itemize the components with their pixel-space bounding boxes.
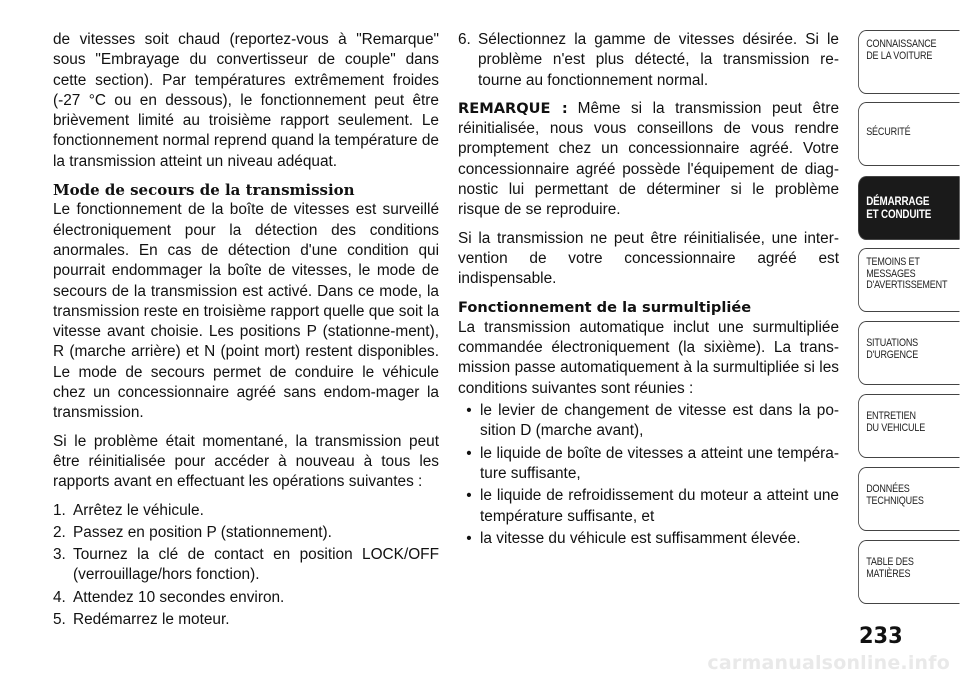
intro-paragraph: de vitesses soit chaud (reportez-vous à "Remarque" sous "Embrayage du convertisseur de couple" dans cette section). Par températures extrêmement froides (-27 °C ou en dessous), le fonctionnement peut être brièvement limité au troisième rapport seulement. Le fonctionnement normal reprend quand la température de la transmission atteint un niveau adéquat.: [53, 31, 439, 170]
bullet-text: le liquide de refroidissement du moteur a atteint une température suffisante, et: [480, 487, 839, 525]
list-item: [53, 523, 439, 543]
tab-demarrage-conduite[interactable]: [858, 176, 960, 240]
bullet-text: le levier de changement de vitesse est dans la po-sition D (marche avant),: [480, 402, 839, 440]
step-text: Arrêtez le véhicule.: [73, 501, 204, 519]
tab-donnees-techniques[interactable]: [858, 467, 960, 531]
remarque-paragraph: [458, 99, 839, 221]
bullet-text: le liquide de boîte de vitesses a atteint une tempéra-ture suffisante,: [480, 444, 839, 482]
tab-label: DÉMARRAGE ET CONDUITE: [866, 194, 932, 221]
list-item: [53, 588, 439, 608]
bullet-icon: •: [466, 529, 472, 547]
tab-label: ENTRETIEN DU VEHICULE: [866, 410, 926, 434]
list-item: [458, 486, 839, 527]
tab-table-matieres[interactable]: [858, 540, 960, 604]
step-number: 4.: [53, 588, 66, 606]
tab-securite[interactable]: [858, 102, 960, 166]
list-item: [458, 529, 839, 549]
step-number: 3.: [53, 546, 66, 564]
remarque-text: Même si la transmission peut être réinitialisée, nous vous conseillons de vous rendre promptement chez un concessionnaire agréé. Votre concessionnaire agréé possède l'équipement de diag-nostic lui permettant de déterminer si le problème risque de se reproduire.: [458, 99, 839, 219]
tab-label: TABLE DES MATIÈRES: [866, 556, 914, 580]
right-column: [458, 30, 839, 551]
tab-label: SÉCURITÉ: [866, 126, 911, 138]
reset-intro-paragraph: Si le problème était momentané, la transmission peut être réinitialisée pour accéder à nouveau à tous les rapports avant en effectuant les opérations suivantes :: [53, 432, 439, 491]
reset-steps-continued: [458, 30, 839, 91]
step-number: 6.: [458, 31, 471, 48]
tab-label: SITUATIONS D'URGENCE: [866, 337, 919, 361]
page-number: 233: [859, 624, 903, 649]
tab-label: CONNAISSANCE DE LA VOITURE: [866, 38, 937, 62]
overdrive-paragraph: La transmission automatique inclut une surmultipliée commandée électroniquement (la sixième). La trans-mission passe automatiquement à la surmultipliée si les conditions suivantes sont réunies :: [458, 318, 839, 397]
step-text: Passez en position P (stationnement).: [73, 523, 332, 541]
list-item: [458, 444, 839, 485]
tab-label: DONNÉES TECHNIQUES: [866, 483, 924, 507]
left-column: [53, 30, 439, 632]
bullet-icon: •: [466, 402, 472, 420]
step-number: 1.: [53, 501, 66, 519]
tab-temoins-messages[interactable]: [858, 248, 960, 312]
list-item: [458, 401, 839, 442]
step-number: 5.: [53, 611, 66, 629]
tab-connaissance-voiture[interactable]: [858, 30, 960, 94]
tab-label: TEMOINS ET MESSAGES D'AVERTISSEMENT: [866, 256, 948, 291]
reset-steps-list: [53, 501, 439, 631]
tab-entretien-vehicule[interactable]: [858, 394, 960, 458]
step-text: Tournez la clé de contact en position LOCK/OFF (verrouillage/hors fonction).: [73, 546, 439, 584]
watermark: carmanualsonline.info: [707, 652, 950, 674]
list-item: [458, 30, 839, 91]
step-text: Attendez 10 secondes environ.: [73, 588, 285, 606]
limp-mode-paragraph: Le fonctionnement de la boîte de vitesses est surveillé électroniquement pour la détection des conditions anormales. En cas de détection d'une condition qui pourrait endommager la boîte de vitesses, le mode de secours de la transmission est activé. Dans ce mode, la transmission reste en troisième rapport quelle que soit la vitesse avant choisie. Les positions P (stationne-ment), R (marche arrière) et N (point mort) restent disponibles. Le mode de secours permet de conduire le véhicule chez un concessionnaire agréé sans endom-mager la transmission.: [53, 201, 439, 422]
step-text: Redémarrez le moteur.: [73, 611, 230, 629]
bullet-icon: •: [466, 444, 472, 462]
bullet-icon: •: [466, 487, 472, 505]
list-item: [53, 501, 439, 521]
step-text: Sélectionnez la gamme de vitesses désirée. Si le problème n'est plus détecté, la transmission re-tourne au fonctionnement normal.: [478, 31, 839, 89]
section-heading-limp-mode: Mode de secours de la transmission: [53, 181, 355, 200]
remarque-label: REMARQUE :: [458, 99, 568, 117]
overdrive-conditions-list: [458, 401, 839, 549]
tab-situations-urgence[interactable]: [858, 321, 960, 385]
dealer-paragraph: Si la transmission ne peut être réinitialisée, une inter-vention de votre concessionnaire agréé est indispensable.: [458, 229, 839, 288]
step-number: 2.: [53, 523, 66, 541]
bullet-text: la vitesse du véhicule est suffisamment élevée.: [480, 529, 801, 547]
list-item: [53, 610, 439, 630]
section-heading-overdrive: Fonctionnement de la surmultipliée: [458, 298, 752, 316]
list-item: [53, 545, 439, 586]
